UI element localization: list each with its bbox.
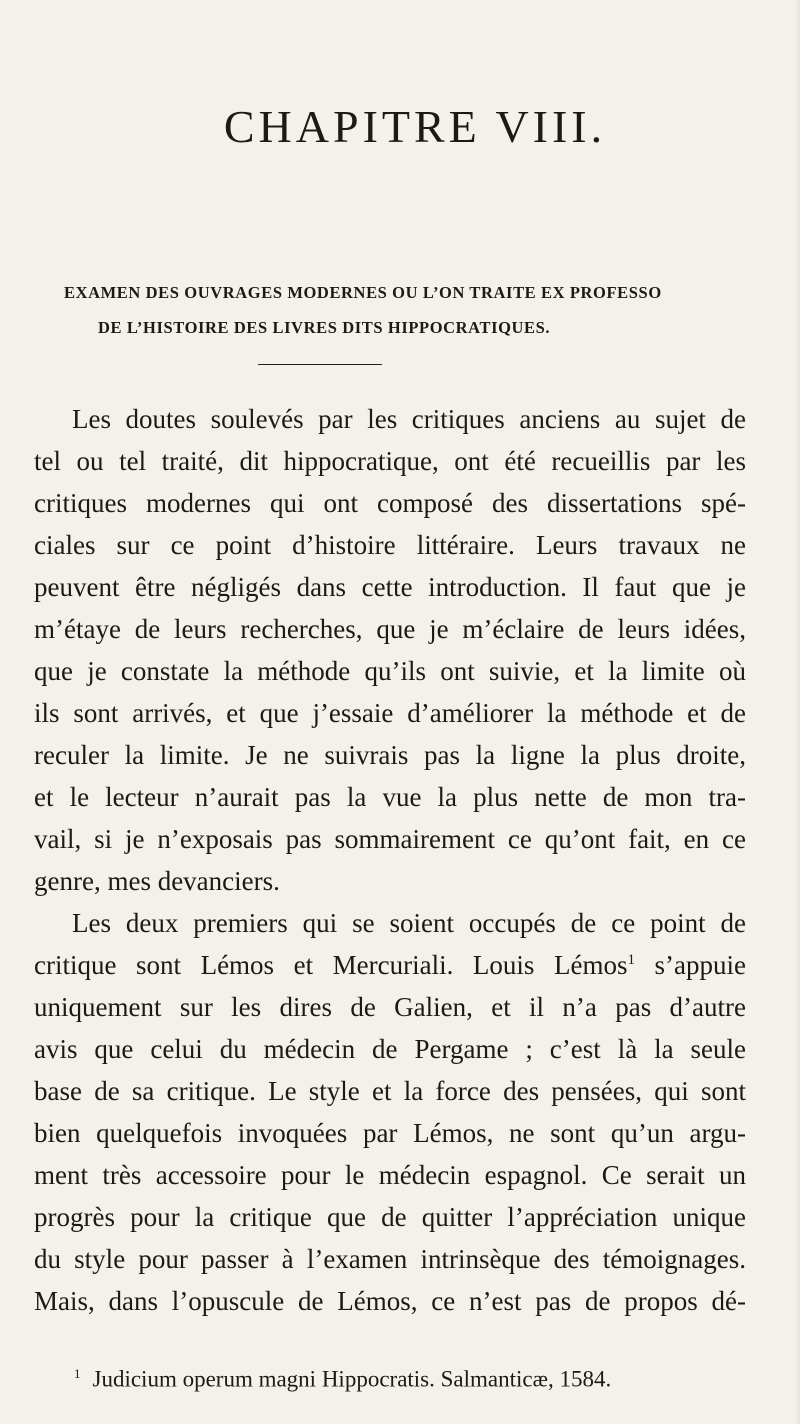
page-edge-shadow <box>794 0 800 1424</box>
body-line: Les doutes soulevés par les critiques anciens au sujet de <box>72 404 746 434</box>
footnote-reference: 1 <box>627 952 635 968</box>
body-line: vail, si je n’exposais pas sommairement ce qu’ont fait, en ce <box>34 824 746 854</box>
body-line: genre, mes devanciers. <box>34 866 280 896</box>
body-line: et le lecteur n’aurait pas la vue la plus nette de mon tra- <box>34 782 746 812</box>
body-line: Les deux premiers qui se soient occupés de ce point de <box>72 908 746 938</box>
body-line: Mais, dans l’opuscule de Lémos, ce n’est pas de propos dé- <box>34 1286 746 1316</box>
body-line: progrès pour la critique que de quitter l’appréciation unique <box>34 1202 746 1232</box>
chapter-subtitle-line-2: DE L’HISTOIRE DES LIVRES DITS HIPPOCRATIQUES. <box>98 318 551 337</box>
body-line: du style pour passer à l’examen intrinsèque des témoignages. <box>34 1244 746 1274</box>
body-line: tel ou tel traité, dit hippocratique, ont été recueillis par les <box>34 446 746 476</box>
section-divider-rule <box>258 364 382 365</box>
body-line: reculer la limite. Je ne suivrais pas la ligne la plus droite, <box>34 740 746 770</box>
body-line: ils sont arrivés, et que j’essaie d’améliorer la méthode et de <box>34 698 746 728</box>
body-line: base de sa critique. Le style et la force des pensées, qui sont <box>34 1076 746 1106</box>
chapter-title: CHAPITRE VIII. <box>223 101 607 152</box>
body-line-text: critique sont Lémos et Mercuriali. Louis Lémos <box>34 950 628 980</box>
body-line: m’étaye de leurs recherches, que je m’éclaire de leurs idées, <box>34 614 746 644</box>
footnote-mark: 1 <box>74 1366 81 1381</box>
footnote-text: Judicium operum magni Hippocratis. Salmanticæ, 1584. <box>92 1366 612 1392</box>
body-line-text: s’appuie <box>654 950 746 980</box>
body-line-with-note <box>34 944 746 986</box>
body-line: uniquement sur les dires de Galien, et il n’a pas d’autre <box>34 992 746 1022</box>
body-line: avis que celui du médecin de Pergame ; c’est là la seule <box>34 1034 746 1064</box>
body-line: ment très accessoire pour le médecin espagnol. Ce serait un <box>34 1160 746 1190</box>
body-line: peuvent être négligés dans cette introduction. Il faut que je <box>34 572 746 602</box>
body-line: ciales sur ce point d’histoire littéraire. Leurs travaux ne <box>34 530 746 560</box>
body-line: critiques modernes qui ont composé des dissertations spé- <box>34 488 746 518</box>
body-text <box>34 398 746 1322</box>
chapter-subtitle-line-1: EXAMEN DES OUVRAGES MODERNES OU L’ON TRAITE EX PROFESSO <box>64 283 662 302</box>
footnote <box>74 1366 774 1393</box>
body-line: que je constate la méthode qu’ils ont suivie, et la limite où <box>34 656 746 686</box>
body-line: bien quelquefois invoquées par Lémos, ne sont qu’un argu- <box>34 1118 746 1148</box>
